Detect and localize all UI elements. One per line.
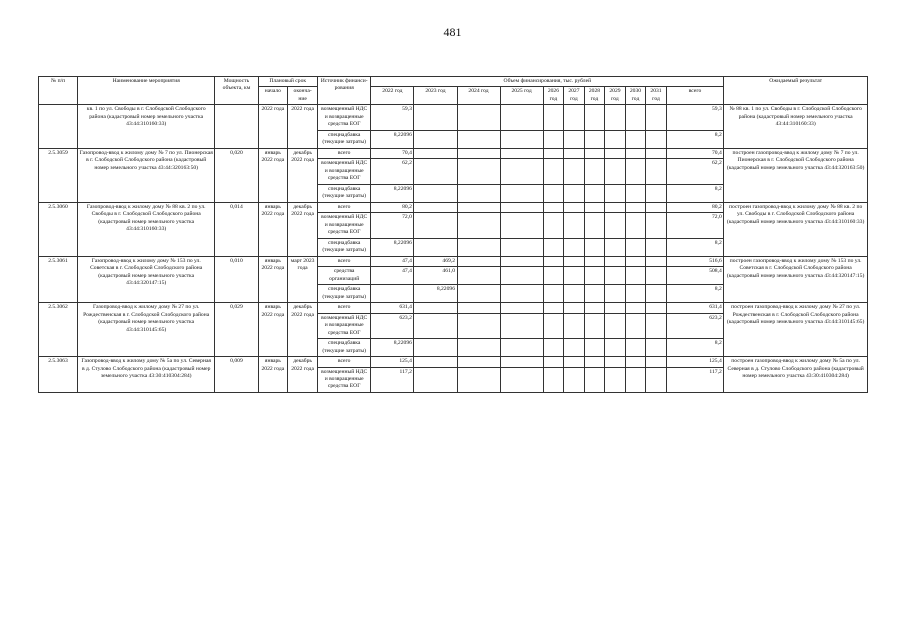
amount-2023	[414, 202, 457, 212]
amount-empty	[564, 130, 585, 148]
amount-empty	[564, 148, 585, 158]
expected-result: построен газопровод-ввод к жилому дому № 27 по ул. Рождественская в г. Слободской Слободского района (кадастровый номер земельного участка 43:44:310145:65)	[724, 303, 868, 357]
amount-empty	[625, 159, 646, 184]
amount-empty	[457, 267, 500, 285]
amount-empty	[543, 267, 564, 285]
amount-empty	[584, 367, 605, 392]
start-date: январь 2022 года	[258, 256, 288, 302]
amount-2023	[414, 148, 457, 158]
amount-empty	[625, 267, 646, 285]
header-year: 2025 год	[500, 87, 543, 105]
amount-empty	[500, 105, 543, 130]
amount-total: 8,2	[666, 238, 724, 256]
end-date: декабрь 2022 года	[288, 303, 318, 357]
amount-empty	[564, 256, 585, 266]
amount-empty	[500, 339, 543, 357]
amount-2022: 72,0	[371, 213, 414, 238]
funding-source: возмещенный НДС и возвращенные средства ЕОГ	[318, 105, 371, 130]
amount-empty	[584, 256, 605, 266]
funding-source: возмещенный НДС и возвращенные средства ЕОГ	[318, 159, 371, 184]
start-date: январь 2022 года	[258, 202, 288, 256]
amount-empty	[625, 357, 646, 367]
header-year: 2030 год	[625, 87, 646, 105]
header-year: 2027 год	[564, 87, 585, 105]
table-header	[39, 77, 868, 105]
header-period: Плановый срок	[258, 77, 318, 87]
amount-total: 8,2	[666, 184, 724, 202]
page-number: 481	[443, 25, 462, 39]
start-date: 2022 года	[258, 105, 288, 148]
amount-empty	[500, 313, 543, 338]
amount-empty	[564, 202, 585, 212]
amount-empty	[605, 267, 626, 285]
header-total: всего	[666, 87, 724, 105]
amount-empty	[457, 238, 500, 256]
table-row	[39, 357, 868, 367]
row-number: 2.5.3061	[39, 256, 78, 302]
amount-2023: 8,22096	[414, 285, 457, 303]
start-date: январь 2022 года	[258, 357, 288, 393]
amount-empty	[605, 357, 626, 367]
amount-2022: 8,22096	[371, 130, 414, 148]
header-year: 2029 год	[605, 87, 626, 105]
funding-source: средства организаций	[318, 267, 371, 285]
amount-empty	[625, 148, 646, 158]
amount-2023	[414, 159, 457, 184]
financing-table	[38, 76, 868, 393]
amount-2023	[414, 130, 457, 148]
amount-total: 8,2	[666, 130, 724, 148]
end-date: декабрь 2022 года	[288, 202, 318, 256]
amount-total: 516,6	[666, 256, 724, 266]
amount-empty	[564, 357, 585, 367]
amount-empty	[543, 285, 564, 303]
header-year: 2031 год	[646, 87, 667, 105]
amount-empty	[500, 213, 543, 238]
header-year: 2026 год	[543, 87, 564, 105]
amount-total: 80,2	[666, 202, 724, 212]
amount-empty	[605, 148, 626, 158]
amount-total: 8,2	[666, 339, 724, 357]
capacity-value: 0,014	[215, 202, 258, 256]
amount-total: 59,3	[666, 105, 724, 130]
table-row	[39, 148, 868, 158]
amount-empty	[543, 148, 564, 158]
end-date: 2022 года	[288, 105, 318, 148]
amount-empty	[500, 303, 543, 313]
amount-empty	[625, 303, 646, 313]
amount-empty	[625, 285, 646, 303]
amount-empty	[646, 184, 667, 202]
table-row	[39, 303, 868, 313]
funding-source: всего	[318, 202, 371, 212]
end-date: декабрь 2022 года	[288, 357, 318, 393]
amount-empty	[646, 357, 667, 367]
start-date: январь 2022 года	[258, 303, 288, 357]
amount-empty	[625, 339, 646, 357]
amount-empty	[646, 303, 667, 313]
amount-empty	[543, 130, 564, 148]
row-number: 2.5.3063	[39, 357, 78, 393]
table-row	[39, 202, 868, 212]
capacity-value: 0,029	[215, 303, 258, 357]
amount-empty	[457, 202, 500, 212]
amount-empty	[543, 367, 564, 392]
amount-empty	[500, 159, 543, 184]
amount-2023	[414, 238, 457, 256]
funding-source: возмещенный НДС и возвращенные средства ЕОГ	[318, 213, 371, 238]
amount-empty	[543, 313, 564, 338]
amount-2023	[414, 105, 457, 130]
table-body	[39, 105, 868, 393]
header-result: Ожидаемый результат	[724, 77, 868, 105]
header-year: 2023 год	[414, 87, 457, 105]
amount-2022: 125,4	[371, 357, 414, 367]
amount-empty	[543, 256, 564, 266]
amount-total: 72,0	[666, 213, 724, 238]
funding-source: спецнадбавка (текущие затраты)	[318, 339, 371, 357]
amount-total: 70,4	[666, 148, 724, 158]
amount-empty	[625, 213, 646, 238]
amount-2022: 70,4	[371, 148, 414, 158]
amount-empty	[605, 285, 626, 303]
amount-empty	[457, 256, 500, 266]
capacity-value: 0,010	[215, 256, 258, 302]
amount-empty	[625, 367, 646, 392]
amount-empty	[457, 339, 500, 357]
amount-2022: 80,2	[371, 202, 414, 212]
row-number	[39, 105, 78, 148]
amount-total: 8,2	[666, 285, 724, 303]
amount-empty	[564, 184, 585, 202]
measure-name: Газопровод-ввод к жилому дому № 153 по ул. Советская в г. Слободской Слободского района (кадастровый номер земельного участка 43:44:320147:15)	[77, 256, 214, 302]
expected-result: построен газопровод-ввод к жилому дому № 88 кв. 2 по ул. Свободы в г. Слободской Слободского района (кадастровый номер земельного участка 43:44:310160:33)	[724, 202, 868, 256]
amount-empty	[605, 367, 626, 392]
amount-empty	[584, 213, 605, 238]
amount-2022: 62,2	[371, 159, 414, 184]
start-date: январь 2022 года	[258, 148, 288, 202]
amount-empty	[625, 238, 646, 256]
funding-source: возмещенный НДС и возвращенные средства ЕОГ	[318, 367, 371, 392]
amount-empty	[500, 130, 543, 148]
header-name: Наименование мероприятия	[77, 77, 214, 105]
amount-2022: 117,2	[371, 367, 414, 392]
amount-empty	[500, 267, 543, 285]
amount-2022	[371, 285, 414, 303]
amount-2022: 8,22096	[371, 238, 414, 256]
amount-empty	[564, 303, 585, 313]
amount-2023	[414, 367, 457, 392]
amount-empty	[584, 184, 605, 202]
amount-empty	[605, 202, 626, 212]
amount-2022: 623,2	[371, 313, 414, 338]
amount-empty	[584, 148, 605, 158]
amount-empty	[543, 303, 564, 313]
amount-empty	[564, 313, 585, 338]
funding-source: всего	[318, 357, 371, 367]
amount-empty	[564, 339, 585, 357]
header-end: оконча-ние	[288, 87, 318, 105]
amount-2022: 8,22096	[371, 339, 414, 357]
amount-empty	[605, 238, 626, 256]
amount-empty	[457, 184, 500, 202]
amount-empty	[500, 357, 543, 367]
amount-empty	[543, 213, 564, 238]
amount-empty	[625, 256, 646, 266]
amount-empty	[457, 285, 500, 303]
amount-total: 117,2	[666, 367, 724, 392]
table-row	[39, 105, 868, 130]
amount-empty	[646, 285, 667, 303]
measure-name: Газопровод-ввод к жилому дому № 7 по ул. Пионерская в г. Слободской Слободского района (кадастровый номер земельного участка 43:44:320163:50)	[77, 148, 214, 202]
amount-2022: 8,22096	[371, 184, 414, 202]
amount-empty	[646, 159, 667, 184]
amount-empty	[564, 267, 585, 285]
header-source: Источник финанси-рования	[318, 77, 371, 105]
amount-empty	[646, 148, 667, 158]
expected-result: № 88 кв. 1 по ул. Свободы в г. Слободской Слободского района (кадастровый номер земельного участка 43:44:310160:33)	[724, 105, 868, 148]
amount-empty	[625, 130, 646, 148]
amount-empty	[543, 184, 564, 202]
amount-empty	[584, 313, 605, 338]
amount-empty	[625, 184, 646, 202]
amount-2022: 631,4	[371, 303, 414, 313]
amount-empty	[625, 313, 646, 338]
amount-total: 125,4	[666, 357, 724, 367]
amount-empty	[584, 285, 605, 303]
amount-empty	[457, 357, 500, 367]
amount-empty	[457, 130, 500, 148]
amount-empty	[500, 184, 543, 202]
amount-empty	[646, 339, 667, 357]
amount-total: 508,4	[666, 267, 724, 285]
amount-empty	[543, 159, 564, 184]
amount-empty	[584, 303, 605, 313]
measure-name: Газопровод-ввод к жилому дому № 88 кв. 2 по ул. Свободы в г. Слободской Слободского района (кадастровый номер земельного участка 43:44:310160:33)	[77, 202, 214, 256]
amount-empty	[625, 105, 646, 130]
header-capacity: Мощность объекта, км	[215, 77, 258, 105]
amount-total: 623,2	[666, 313, 724, 338]
row-number: 2.5.3060	[39, 202, 78, 256]
capacity-value: 0,020	[215, 148, 258, 202]
amount-empty	[584, 357, 605, 367]
amount-empty	[605, 256, 626, 266]
amount-empty	[584, 202, 605, 212]
funding-source: всего	[318, 256, 371, 266]
amount-empty	[605, 339, 626, 357]
amount-empty	[457, 313, 500, 338]
amount-2023: 461,0	[414, 267, 457, 285]
funding-source: спецнадбавка (текущие затраты)	[318, 238, 371, 256]
funding-source: возмещенный НДС и возвращенные средства ЕОГ	[318, 313, 371, 338]
amount-empty	[584, 130, 605, 148]
amount-total: 631,4	[666, 303, 724, 313]
amount-empty	[500, 256, 543, 266]
amount-2023	[414, 303, 457, 313]
amount-empty	[584, 339, 605, 357]
amount-empty	[500, 148, 543, 158]
amount-2023	[414, 313, 457, 338]
header-year: 2024 год	[457, 87, 500, 105]
amount-empty	[605, 159, 626, 184]
amount-2022: 47,4	[371, 267, 414, 285]
amount-empty	[543, 238, 564, 256]
amount-empty	[457, 367, 500, 392]
funding-source: всего	[318, 303, 371, 313]
amount-empty	[584, 267, 605, 285]
amount-empty	[564, 105, 585, 130]
amount-empty	[457, 148, 500, 158]
amount-empty	[564, 213, 585, 238]
amount-empty	[605, 130, 626, 148]
expected-result: построен газопровод-ввод к жилому дому № 153 по ул. Советская в г. Слободской Слободского района (кадастровый номер земельного участка 43:44:320147:15)	[724, 256, 868, 302]
amount-empty	[646, 213, 667, 238]
amount-2023	[414, 339, 457, 357]
amount-empty	[500, 202, 543, 212]
row-number: 2.5.3062	[39, 303, 78, 357]
expected-result: построен газопровод-ввод к жилому дому № 5а по ул. Северная в д. Стулово Слободского района (кадастровый номер земельного участка 43:30:410304:284)	[724, 357, 868, 393]
expected-result: построен газопровод-ввод к жилому дому № 7 по ул. Пионерская в г. Слободской Слободского района (кадастровый номер земельного участка 43:44:320163:50)	[724, 148, 868, 202]
amount-empty	[584, 159, 605, 184]
header-year: 2028 год	[584, 87, 605, 105]
amount-empty	[646, 105, 667, 130]
amount-empty	[564, 367, 585, 392]
amount-empty	[457, 159, 500, 184]
amount-empty	[543, 105, 564, 130]
amount-empty	[457, 303, 500, 313]
amount-empty	[605, 184, 626, 202]
amount-empty	[543, 202, 564, 212]
end-date: декабрь 2022 года	[288, 148, 318, 202]
header-year: 2022 год	[371, 87, 414, 105]
amount-empty	[646, 267, 667, 285]
amount-empty	[500, 238, 543, 256]
amount-empty	[605, 105, 626, 130]
measure-name: Газопровод-ввод к жилому дому № 5а по ул. Северная в д. Стулово Слободского района (кадастровый номер земельного участка 43:30:410304:284)	[77, 357, 214, 393]
amount-empty	[605, 313, 626, 338]
measure-name: Газопровод-ввод к жилому дому № 27 по ул. Рождественская в г. Слободской Слободского района (кадастровый номер земельного участка 43:44:310145:65)	[77, 303, 214, 357]
amount-empty	[646, 367, 667, 392]
amount-empty	[564, 285, 585, 303]
end-date: март 2023 года	[288, 256, 318, 302]
amount-empty	[584, 105, 605, 130]
amount-2023: 469,2	[414, 256, 457, 266]
amount-empty	[646, 202, 667, 212]
amount-empty	[584, 238, 605, 256]
amount-2023	[414, 184, 457, 202]
amount-empty	[646, 130, 667, 148]
amount-empty	[543, 339, 564, 357]
row-number: 2.5.3059	[39, 148, 78, 202]
amount-empty	[457, 105, 500, 130]
amount-empty	[646, 256, 667, 266]
header-start: начало	[258, 87, 288, 105]
amount-empty	[646, 238, 667, 256]
amount-2022: 59,3	[371, 105, 414, 130]
amount-empty	[564, 159, 585, 184]
funding-source: спецнадбавка (текущие затраты)	[318, 184, 371, 202]
funding-source: спецнадбавка (текущие затраты)	[318, 130, 371, 148]
amount-empty	[625, 202, 646, 212]
amount-empty	[605, 213, 626, 238]
amount-empty	[564, 238, 585, 256]
amount-empty	[646, 313, 667, 338]
capacity-value	[215, 105, 258, 148]
amount-empty	[500, 367, 543, 392]
amount-2023	[414, 357, 457, 367]
header-volume: Объем финансирования, тыс. рублей	[371, 77, 724, 87]
header-num: № п/п	[39, 77, 78, 105]
funding-source: спецнадбавка (текущие затраты)	[318, 285, 371, 303]
funding-source: всего	[318, 148, 371, 158]
amount-2023	[414, 213, 457, 238]
amount-empty	[500, 285, 543, 303]
amount-empty	[457, 213, 500, 238]
amount-empty	[605, 303, 626, 313]
capacity-value: 0,009	[215, 357, 258, 393]
amount-total: 62,2	[666, 159, 724, 184]
table-row	[39, 256, 868, 266]
amount-2022: 47,4	[371, 256, 414, 266]
measure-name: кв. 1 по ул. Свободы в г. Слободской Слободского района (кадастровый номер земельного участка 43:44:310160:33)	[77, 105, 214, 148]
amount-empty	[543, 357, 564, 367]
